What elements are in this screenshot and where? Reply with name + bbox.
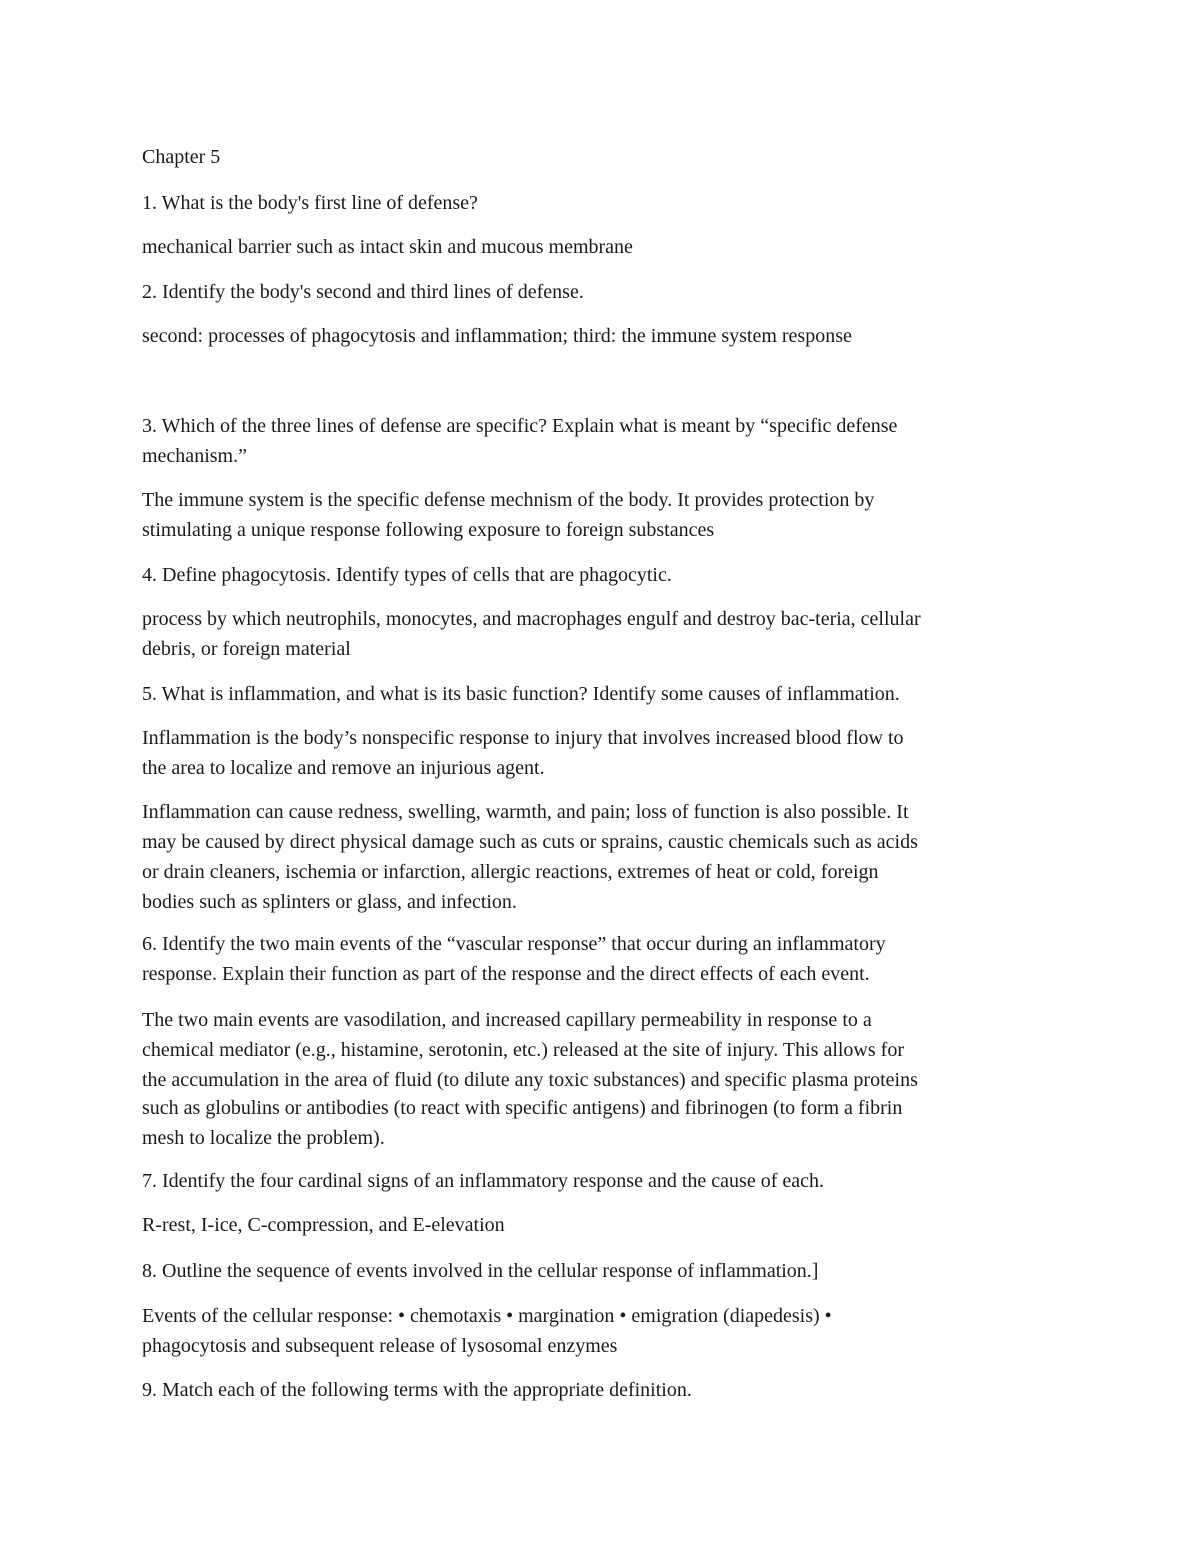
- question-5: 5. What is inflammation, and what is its basic function? Identify some causes of inflammation.: [142, 683, 900, 705]
- answer-5b-line-4: bodies such as splinters or glass, and infection.: [142, 891, 517, 913]
- answer-1: mechanical barrier such as intact skin and mucous membrane: [142, 236, 633, 258]
- chapter-heading: Chapter 5: [142, 146, 221, 168]
- answer-8-line-1: Events of the cellular response: • chemotaxis • margination • emigration (diapedesis) •: [142, 1305, 832, 1327]
- answer-5b-line-2: may be caused by direct physical damage such as cuts or sprains, caustic chemicals such as acids: [142, 831, 918, 853]
- question-6-line-2: response. Explain their function as part of the response and the direct effects of each event.: [142, 963, 870, 985]
- question-9: 9. Match each of the following terms with the appropriate definition.: [142, 1379, 692, 1401]
- answer-6-line-5: mesh to localize the problem).: [142, 1127, 385, 1149]
- answer-6-line-2: chemical mediator (e.g., histamine, serotonin, etc.) released at the site of injury. This allows for: [142, 1039, 904, 1061]
- question-6-line-1: 6. Identify the two main events of the “vascular response” that occur during an inflammatory: [142, 933, 886, 955]
- answer-6-line-4: such as globulins or antibodies (to react with specific antigens) and fibrinogen (to form a fibrin: [142, 1097, 903, 1119]
- answer-2: second: processes of phagocytosis and inflammation; third: the immune system response: [142, 325, 852, 347]
- answer-3-line-1: The immune system is the specific defense mechnism of the body. It provides protection by: [142, 489, 875, 511]
- question-4: 4. Define phagocytosis. Identify types of cells that are phagocytic.: [142, 564, 672, 586]
- question-7: 7. Identify the four cardinal signs of an inflammatory response and the cause of each.: [142, 1170, 824, 1192]
- answer-4-line-1: process by which neutrophils, monocytes, and macrophages engulf and destroy bac-teria, cellular: [142, 608, 921, 630]
- answer-7: R-rest, I-ice, C-compression, and E-elevation: [142, 1214, 505, 1236]
- question-8: 8. Outline the sequence of events involved in the cellular response of inflammation.]: [142, 1260, 819, 1282]
- answer-5b-line-1: Inflammation can cause redness, swelling, warmth, and pain; loss of function is also possible. It: [142, 801, 909, 823]
- answer-4-line-2: debris, or foreign material: [142, 638, 351, 660]
- question-3-line-2: mechanism.”: [142, 445, 247, 467]
- answer-8-line-2: phagocytosis and subsequent release of lysosomal enzymes: [142, 1335, 618, 1357]
- answer-5a-line-1: Inflammation is the body’s nonspecific response to injury that involves increased blood flow to: [142, 727, 904, 749]
- answer-6-line-1: The two main events are vasodilation, and increased capillary permeability in response to a: [142, 1009, 872, 1031]
- question-3-line-1: 3. Which of the three lines of defense are specific? Explain what is meant by “specific defense: [142, 415, 898, 437]
- answer-6-line-3: the accumulation in the area of fluid (to dilute any toxic substances) and specific plasma proteins: [142, 1069, 918, 1091]
- answer-5b-line-3: or drain cleaners, ischemia or infarction, allergic reactions, extremes of heat or cold, foreign: [142, 861, 879, 883]
- question-2: 2. Identify the body's second and third lines of defense.: [142, 281, 584, 303]
- answer-3-line-2: stimulating a unique response following exposure to foreign substances: [142, 519, 715, 541]
- question-1: 1. What is the body's first line of defense?: [142, 192, 478, 214]
- answer-5a-line-2: the area to localize and remove an injurious agent.: [142, 757, 545, 779]
